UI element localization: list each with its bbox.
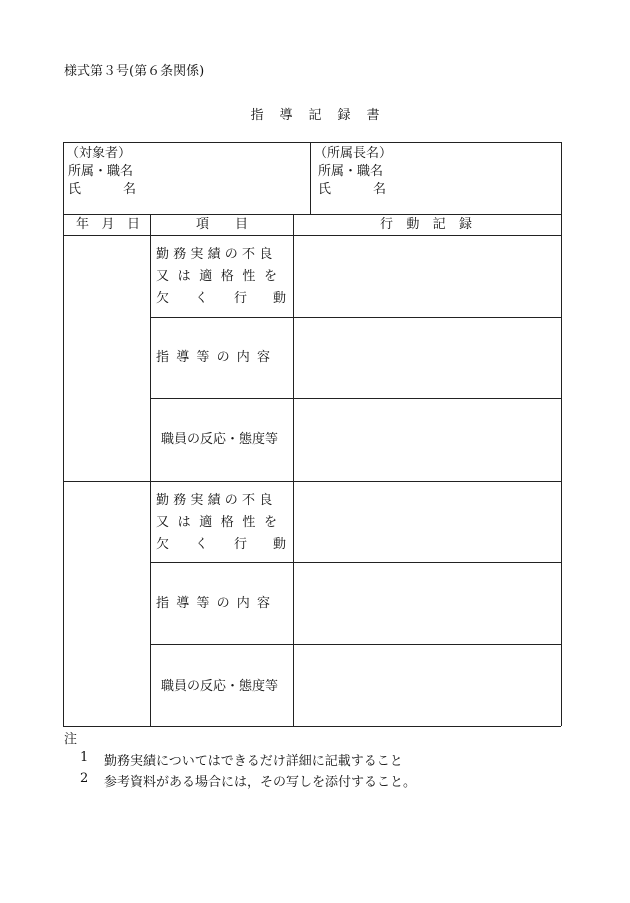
item-poor-line2: 又は適格性を bbox=[156, 515, 286, 530]
item-poor-line2: 又は適格性を bbox=[156, 269, 286, 284]
column-record: 行 動 記 録 bbox=[380, 217, 472, 232]
form-number: 様式第３号(第６条関係) bbox=[64, 64, 205, 79]
item-poor-line3: 欠 く 行 動 bbox=[156, 291, 286, 306]
chief-label: （所属長名） bbox=[314, 146, 393, 161]
item-guidance: 指導等の内容 bbox=[156, 596, 278, 611]
note-2-text: 参考資料がある場合には，その写しを添付すること。 bbox=[104, 775, 417, 790]
item-poor-line1: 勤務実績の不良 bbox=[156, 247, 277, 262]
subject-label: （対象者） bbox=[66, 146, 132, 161]
subject-affiliation-label: 所属・職名 bbox=[68, 164, 134, 179]
item-poor-line1: 勤務実績の不良 bbox=[156, 493, 277, 508]
chief-affiliation-label: 所属・職名 bbox=[318, 164, 384, 179]
note-1-text: 勤務実績についてはできるだけ詳細に記載すること bbox=[104, 754, 403, 769]
item-reaction: 職員の反応・態度等 bbox=[161, 432, 279, 447]
note-1-number: 1 bbox=[80, 750, 89, 765]
item-reaction: 職員の反応・態度等 bbox=[161, 679, 279, 694]
subject-name-label: 氏 名 bbox=[68, 182, 136, 197]
notes-heading: 注 bbox=[64, 732, 78, 747]
document-title: 指導記録書 bbox=[250, 108, 396, 123]
column-item: 項 目 bbox=[196, 217, 248, 232]
item-guidance: 指導等の内容 bbox=[156, 350, 278, 365]
item-poor-line3: 欠 く 行 動 bbox=[156, 537, 286, 552]
chief-name-label: 氏 名 bbox=[318, 182, 386, 197]
note-2-number: 2 bbox=[80, 771, 89, 786]
column-date: 年 月 日 bbox=[76, 217, 140, 232]
